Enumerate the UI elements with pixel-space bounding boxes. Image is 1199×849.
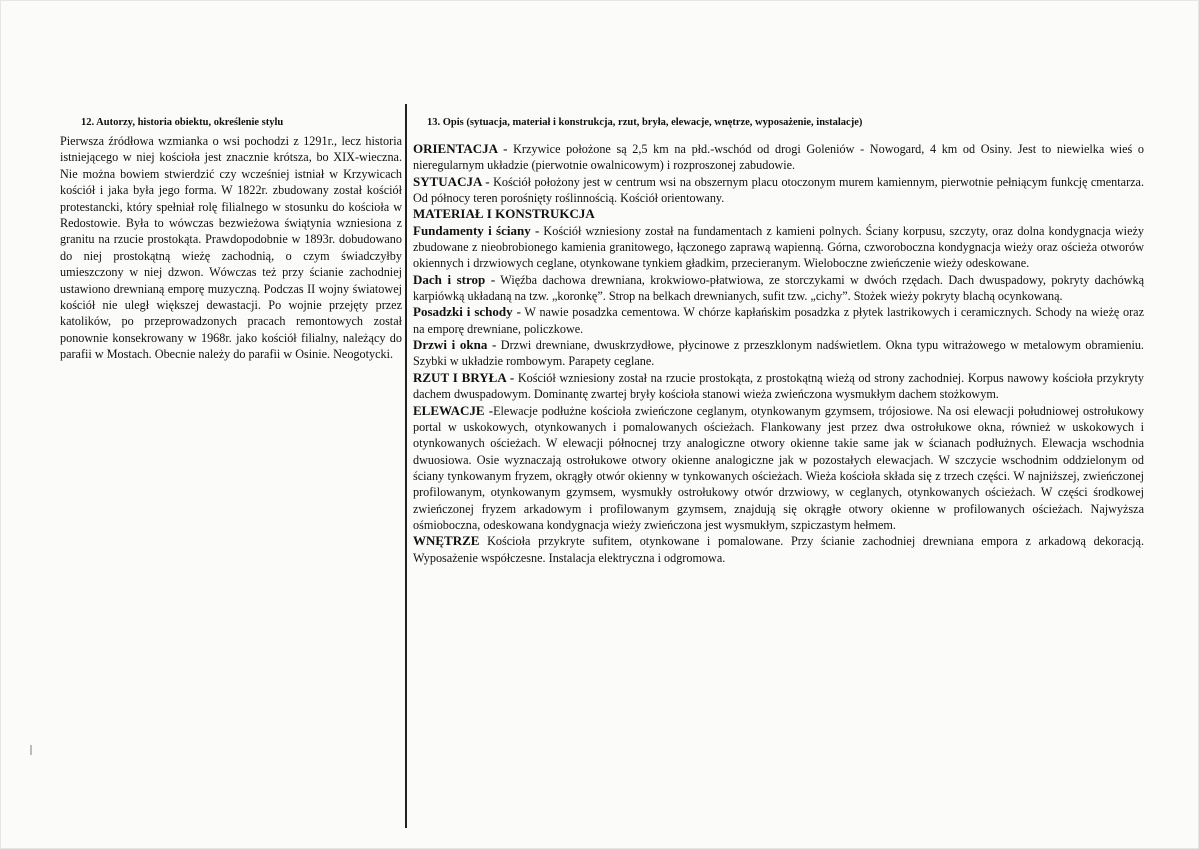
orientacja-text: Krzywice położone są 2,5 km na płd.-wschód od drogi Goleniów - Nowogard, 4 km od Osiny. Jest to niewielka wieś o nieregularnym układzie (pierwotnie owalnicowym) i rozproszonej zabudowie. bbox=[413, 142, 1144, 173]
posadzki-paragraph bbox=[413, 304, 1144, 337]
section-12-header: 12. Autorzy, historia obiektu, określenie stylu bbox=[81, 117, 284, 128]
elewacje-paragraph bbox=[413, 403, 1144, 534]
wnetrze-paragraph bbox=[413, 533, 1144, 566]
posadzki-label: Posadzki i schody - bbox=[413, 304, 521, 320]
orientacja-paragraph bbox=[413, 141, 1144, 174]
elewacje-label: ELEWACJE - bbox=[413, 402, 494, 418]
drzwi-label: Drzwi i okna - bbox=[413, 337, 497, 353]
margin-mark bbox=[30, 745, 32, 755]
rzut-paragraph bbox=[413, 370, 1144, 403]
drzwi-paragraph bbox=[413, 337, 1144, 370]
column-divider bbox=[405, 104, 407, 828]
sytuacja-label: SYTUACJA - bbox=[413, 173, 490, 189]
drzwi-text: Drzwi drewniane, dwuskrzydłowe, płycinowe z przeszklonym nadświetlem. Okna typu witrażowego w metalowym obramieniu. Szybki w układzie rombowym. Parapety ceglane. bbox=[413, 338, 1144, 369]
section-13-header: 13. Opis (sytuacja, materiał i konstrukcja, rzut, bryła, elewacje, wnętrze, wyposażenie, instalacje) bbox=[427, 117, 863, 128]
sytuacja-paragraph bbox=[413, 174, 1144, 207]
fundamenty-paragraph bbox=[413, 223, 1144, 272]
orientacja-label: ORIENTACJA - bbox=[413, 141, 508, 156]
fundamenty-label: Fundamenty i ściany - bbox=[413, 222, 540, 238]
material-title: MATERIAŁ I KONSTRUKCJA bbox=[413, 206, 595, 222]
dach-paragraph bbox=[413, 272, 1144, 305]
posadzki-text: W nawie posadzka cementowa. W chórze kapłańskim posadzka z płytek lastrikowych i ceramicznych. Schody na wieżę oraz na emporę drewniane, policzkowe. bbox=[413, 305, 1144, 336]
description-column bbox=[413, 141, 1144, 566]
fundamenty-text: Kościół wzniesiony został na fundamentach z kamieni polnych. Ściany korpusu, szczyty, oraz dolna kondygnacja wieży zbudowane z nieobrobionego kamienia granitowego, łączonego zaprawą wapienną. Górna, czworoboczna kondygnacja wieży oraz ościeża otworów okiennych i drzwiowych ceglane, otynkowane tynkiem gładkim, przecieranym. Wieloboczne zwieńczenie wieży odeskowane. bbox=[413, 223, 1144, 271]
wnetrze-label: WNĘTRZE bbox=[413, 533, 480, 549]
rzut-text: Kościół wzniesiony został na rzucie prostokąta, z prostokątną wieżą od strony zachodniej. Korpus nawowy kościoła przykryty dachem dwuspadowym. Dominantę zwartej bryły kościoła stanowi wieża zwieńczona wysmukłym dachem stożkowym. bbox=[413, 370, 1144, 402]
elewacje-text: Elewacje podłużne kościoła zwieńczone ceglanym, otynkowanym gzymsem, trójosiowe. Na osi elewacji południowej ostrołukowy portal w uskokowych, otynkowanych i pomalowanych ościeżach. Flankowany jest przez dwa ostrołukowe okna, również w uskokowych i otynkowanych ościeżach. W elewacji północnej trzy analogiczne otwory okienne takie same jak w ścianach podłużnych. Elewacja wschodnia dwuosiowa. Osie wyznaczają ostrołukowe otwory okienne analogiczne jak w pozostałych elewacjach. W szczycie wschodnim oddzielonym od ściany tynkowanym fryzem, okrągły otwór okienny w tynkowanych ościeżach. Wieża kościoła składa się z trzech części. W najniższej, zwieńczonej profilowanym, otynkowanym gzymsem, wysmukły ostrołukowy otwór drzwiowy, w ceglanych, otynkowanych ościeżach. W części środkowej zwieńczonej fryzem arkadowym i profilowanym gzymsem, znajdują się okrągłe otwory okienne w profilowanych ościeżach. Najwyższa ośmioboczna, odeskowana kondygnacja wieży zwieńczona jest wysmukłym, szpiczastym hełmem. bbox=[413, 403, 1144, 532]
history-text: Pierwsza źródłowa wzmianka o wsi pochodzi z 1291r., lecz historia istniejącego w niej kościoła jest znacznie krótsza, bo XIX-wieczna. Nie można bowiem stwierdzić czy wcześniej istniał w Krzywicach kościół i jaka była jego forma. W 1822r. zbudowany został kościół protestancki, który spełniał rolę filialnego w stosunku do kościoła w Redostowie. Była to wówczas bezwieżowa świątynia wzniesiona z granitu na rzucie prostokąta. Prawdopodobnie w 1893r. dobudowano do niej prostokątną wieżę zachodnią, o czym świadczyłby umieszczony w niej dzwon. Wówczas też przy ścianie zachodniej ustawiono drewnianą emporę muzyczną. Podczas II wojny światowej kościół nie uległ większej dewastacji. Po wojnie przejęty przez katolików, po przeprowadzonych pracach remontowych został ponownie konsekrowany w 1968r. jako kościół filialny, należący do parafii w Mostach. Obecnie należy do parafii w Osinie. Neogotycki. bbox=[60, 134, 402, 362]
dach-text: Więźba dachowa drewniana, krokwiowo-płatwiowa, ze storczykami w dwóch rzędach. Dach dwuspadowy, pokryty dachówką karpiówką układaną na tzw. „koronkę”. Strop na belkach drewnianych, sufit tzw. „cichy”. Stożek wieży pokryty blachą ocynkowaną. bbox=[413, 272, 1145, 304]
rzut-label: RZUT I BRYŁA - bbox=[413, 369, 515, 385]
sytuacja-text: Kościół położony jest w centrum wsi na obszernym placu otoczonym murem kamiennym, pierwotnie pełniącym funkcję cmentarza. Od północy teren porośnięty roślinnością. Kościół orientowany. bbox=[413, 174, 1144, 206]
dach-label: Dach i strop - bbox=[413, 271, 496, 287]
wnetrze-text: Kościoła przykryte sufitem, otynkowane i pomalowane. Przy ścianie zachodniej drewniana empora z arkadową dekoracją. Wyposażenie współczesne. Instalacja elektryczna i odgromowa. bbox=[413, 534, 1144, 565]
